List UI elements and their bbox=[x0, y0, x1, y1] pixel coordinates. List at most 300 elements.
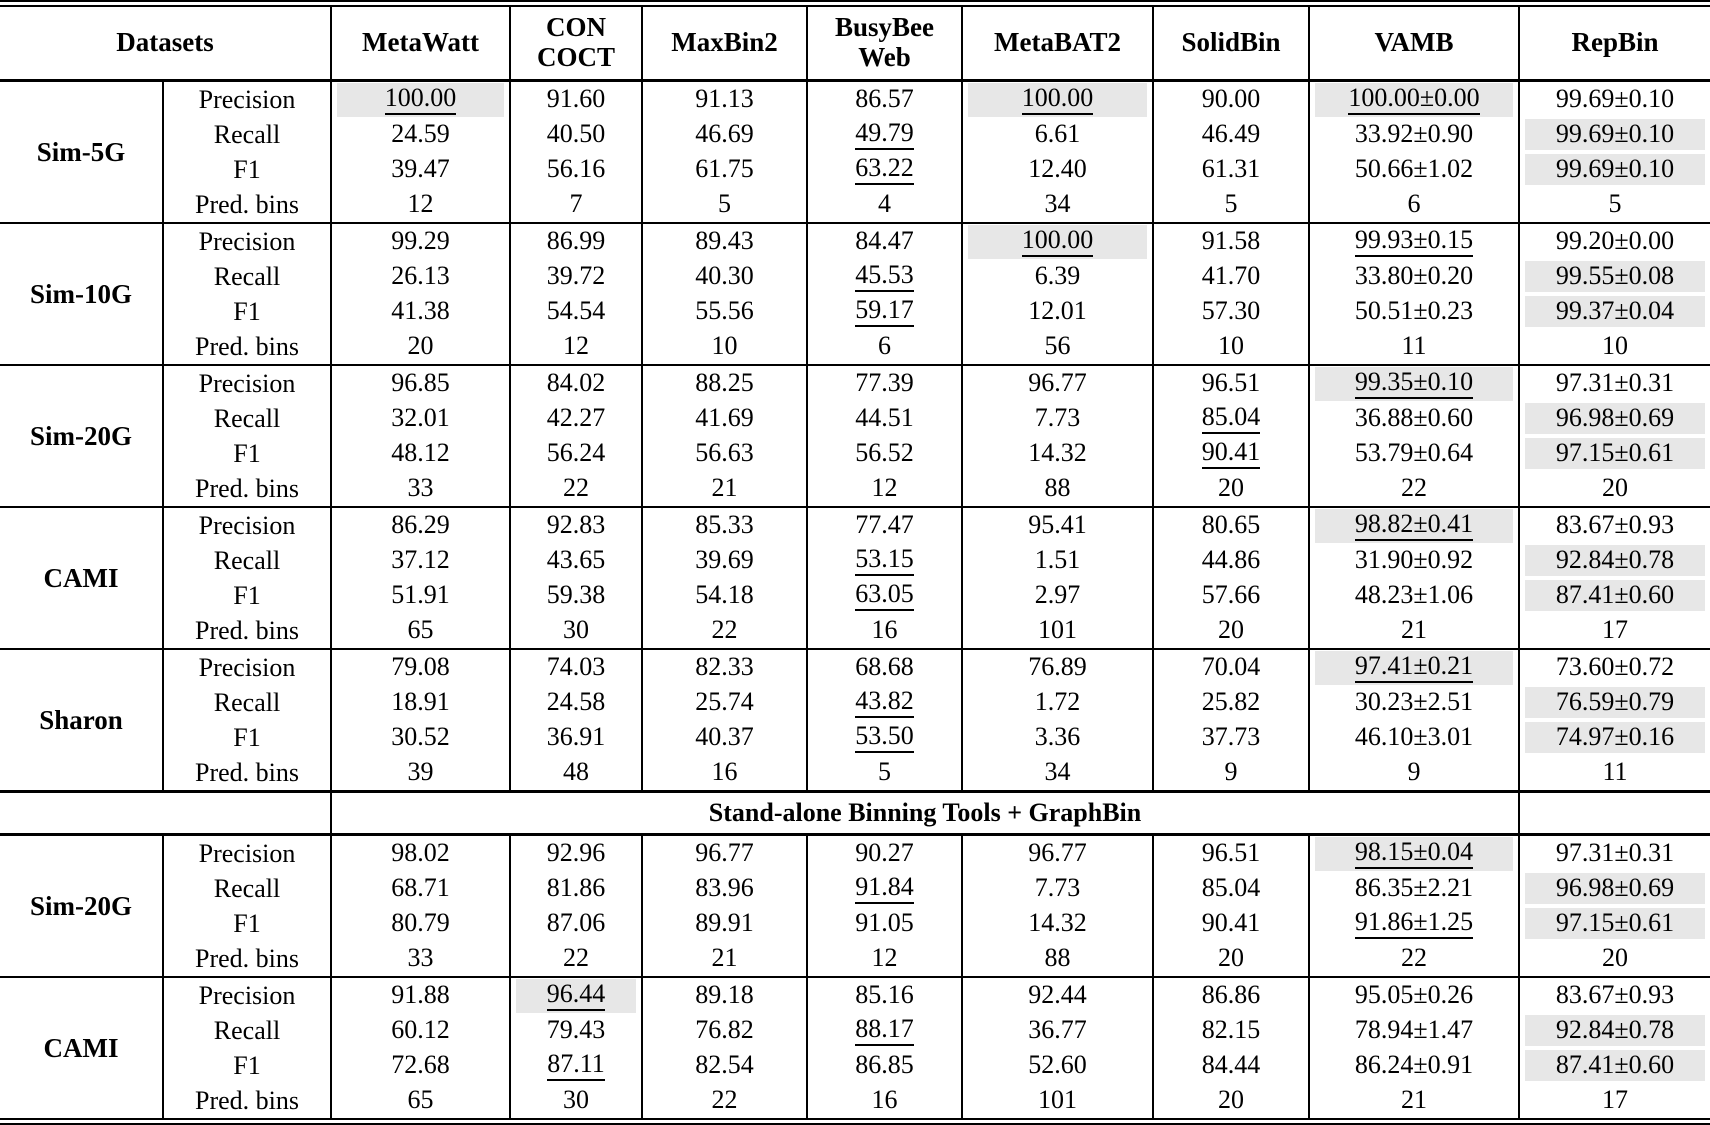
value-box bbox=[1525, 510, 1705, 540]
value-cell bbox=[642, 871, 807, 906]
value-box bbox=[1525, 331, 1705, 361]
value-text: 34 bbox=[1044, 757, 1071, 787]
value-cell bbox=[510, 471, 642, 507]
metric-label: Precision bbox=[163, 977, 331, 1013]
value-cell bbox=[1309, 507, 1519, 543]
value-cell bbox=[1309, 152, 1519, 187]
value-cell bbox=[807, 294, 962, 329]
table-row-sharon-predbins bbox=[0, 755, 1710, 792]
value-cell bbox=[642, 1083, 807, 1118]
value-cell bbox=[1519, 223, 1710, 259]
metric-label: F1 bbox=[163, 152, 331, 187]
value-box bbox=[813, 189, 956, 219]
value-cell bbox=[1519, 906, 1710, 941]
value-box bbox=[516, 873, 636, 903]
section-title: Stand-alone Binning Tools + GraphBin bbox=[331, 792, 1519, 835]
value-cell bbox=[1153, 81, 1309, 118]
value-text: 98.02 bbox=[391, 838, 450, 868]
metric-label: Precision bbox=[163, 835, 331, 872]
value-cell bbox=[510, 578, 642, 613]
value-cell bbox=[807, 259, 962, 294]
value-cell bbox=[1309, 649, 1519, 685]
value-cell bbox=[331, 871, 510, 906]
value-box bbox=[648, 154, 801, 184]
value-cell bbox=[1519, 649, 1710, 685]
value-box bbox=[337, 908, 504, 938]
value-box bbox=[968, 331, 1147, 361]
value-cell bbox=[1519, 329, 1710, 365]
value-text: 5 bbox=[1608, 189, 1622, 219]
value-text: 82.15 bbox=[1201, 1015, 1261, 1045]
value-box bbox=[968, 873, 1147, 903]
value-text: 56.16 bbox=[546, 154, 606, 184]
value-cell bbox=[1519, 365, 1710, 401]
value-box bbox=[813, 838, 956, 868]
value-cell bbox=[331, 1083, 510, 1118]
value-cell bbox=[1309, 685, 1519, 720]
value-cell bbox=[331, 941, 510, 977]
value-box bbox=[968, 1015, 1147, 1045]
value-text: 41.69 bbox=[695, 403, 754, 433]
metric-label: Precision bbox=[163, 649, 331, 685]
value-cell bbox=[1309, 117, 1519, 152]
value-box bbox=[337, 687, 504, 717]
value-text: 100.00 bbox=[385, 85, 457, 115]
value-box bbox=[968, 119, 1147, 149]
value-box bbox=[968, 545, 1147, 575]
value-text: 1.51 bbox=[1034, 545, 1081, 575]
value-text: 91.13 bbox=[695, 84, 754, 114]
value-text: 33 bbox=[407, 473, 434, 503]
value-box bbox=[337, 119, 504, 149]
value-text: 61.75 bbox=[695, 154, 754, 184]
column-header-metabat2: MetaBAT2 bbox=[962, 7, 1153, 81]
value-text: 98.82±0.41 bbox=[1355, 511, 1473, 541]
value-box bbox=[813, 260, 956, 294]
value-text: 100.00±0.00 bbox=[1348, 85, 1479, 115]
value-cell bbox=[1153, 649, 1309, 685]
value-text: 90.41 bbox=[1202, 439, 1261, 469]
value-text: 12 bbox=[871, 473, 898, 503]
best-value-box bbox=[1315, 651, 1513, 685]
value-text: 16 bbox=[711, 757, 738, 787]
metric-label: F1 bbox=[163, 906, 331, 941]
value-text: 53.79±0.64 bbox=[1354, 438, 1474, 468]
value-box bbox=[648, 908, 801, 938]
metric-label: Recall bbox=[163, 871, 331, 906]
value-text: 30.52 bbox=[391, 722, 450, 752]
value-box bbox=[1159, 838, 1303, 868]
value-cell bbox=[1153, 613, 1309, 649]
value-cell bbox=[1153, 117, 1309, 152]
table-row-sharon-recall bbox=[0, 685, 1710, 720]
value-box bbox=[516, 687, 636, 717]
value-text: 41.70 bbox=[1201, 261, 1261, 291]
value-box bbox=[1159, 652, 1303, 682]
value-box bbox=[337, 226, 504, 256]
value-cell bbox=[962, 152, 1153, 187]
metric-label: Precision bbox=[163, 81, 331, 118]
value-box bbox=[337, 1015, 504, 1045]
value-box bbox=[968, 1085, 1147, 1115]
value-cell bbox=[1309, 543, 1519, 578]
value-cell bbox=[1153, 1083, 1309, 1118]
best-value-box bbox=[516, 979, 636, 1013]
value-cell bbox=[807, 977, 962, 1013]
value-text: 36.91 bbox=[546, 722, 606, 752]
value-text: 92.83 bbox=[546, 510, 606, 540]
value-box bbox=[648, 368, 801, 398]
metric-label: Pred. bins bbox=[163, 187, 331, 223]
section-empty-left bbox=[0, 792, 331, 835]
best-value-box bbox=[1525, 261, 1705, 291]
table-row-sim-20g-f1 bbox=[0, 906, 1710, 941]
metric-label: Pred. bins bbox=[163, 941, 331, 977]
value-cell bbox=[807, 436, 962, 471]
value-text: 21 bbox=[1401, 1085, 1428, 1115]
value-cell bbox=[1519, 152, 1710, 187]
value-cell bbox=[1309, 835, 1519, 872]
value-text: 39.69 bbox=[695, 545, 754, 575]
value-cell bbox=[642, 259, 807, 294]
value-cell bbox=[1309, 1048, 1519, 1083]
metric-label: F1 bbox=[163, 1048, 331, 1083]
value-text: 2.97 bbox=[1034, 580, 1081, 610]
value-box bbox=[337, 545, 504, 575]
value-text: 5 bbox=[1224, 189, 1238, 219]
value-cell bbox=[1309, 941, 1519, 977]
value-cell bbox=[642, 906, 807, 941]
best-value-box bbox=[1315, 83, 1513, 117]
value-text: 12 bbox=[407, 189, 434, 219]
value-text: 42.27 bbox=[546, 403, 606, 433]
value-cell bbox=[962, 1048, 1153, 1083]
value-cell bbox=[807, 1083, 962, 1118]
value-text: 96.77 bbox=[1028, 838, 1087, 868]
value-box bbox=[337, 580, 504, 610]
value-cell bbox=[1519, 755, 1710, 792]
value-text: 7 bbox=[569, 189, 583, 219]
table-row-sim-20g-predbins bbox=[0, 471, 1710, 507]
value-cell bbox=[1153, 977, 1309, 1013]
value-box bbox=[516, 1015, 636, 1045]
value-cell bbox=[331, 152, 510, 187]
value-box bbox=[813, 579, 956, 613]
value-box bbox=[337, 1050, 504, 1080]
value-text: 37.12 bbox=[391, 545, 450, 575]
value-box bbox=[648, 438, 801, 468]
best-value-box bbox=[1525, 687, 1705, 717]
value-text: 86.29 bbox=[391, 510, 450, 540]
value-text: 65 bbox=[407, 615, 434, 645]
metric-label: Recall bbox=[163, 685, 331, 720]
value-text: 46.10±3.01 bbox=[1354, 722, 1474, 752]
value-box bbox=[968, 580, 1147, 610]
value-cell bbox=[1519, 871, 1710, 906]
column-header-busybee-web: BusyBee Web bbox=[807, 7, 962, 81]
value-text: 77.47 bbox=[855, 510, 914, 540]
value-text: 21 bbox=[711, 473, 738, 503]
table-row-sim-20g-predbins bbox=[0, 941, 1710, 977]
value-cell bbox=[642, 329, 807, 365]
value-text: 22 bbox=[563, 473, 590, 503]
value-box bbox=[337, 510, 504, 540]
value-cell bbox=[510, 685, 642, 720]
metric-label: Precision bbox=[163, 365, 331, 401]
value-box bbox=[1525, 943, 1705, 973]
value-text: 91.58 bbox=[1201, 226, 1261, 256]
value-box bbox=[1315, 261, 1513, 291]
value-cell bbox=[962, 649, 1153, 685]
value-text: 68.71 bbox=[391, 873, 450, 903]
value-text: 43.82 bbox=[855, 688, 914, 718]
value-text: 85.04 bbox=[1201, 873, 1261, 903]
value-cell bbox=[642, 152, 807, 187]
value-cell bbox=[510, 613, 642, 649]
value-text: 45.53 bbox=[855, 262, 914, 292]
metric-label: Pred. bins bbox=[163, 613, 331, 649]
value-text: 16 bbox=[871, 1085, 898, 1115]
value-box bbox=[337, 261, 504, 291]
value-box bbox=[648, 226, 801, 256]
value-text: 79.08 bbox=[391, 652, 450, 682]
value-box bbox=[1315, 1015, 1513, 1045]
value-text: 39.47 bbox=[391, 154, 450, 184]
value-cell bbox=[1309, 436, 1519, 471]
value-box bbox=[813, 510, 956, 540]
value-text: 99.93±0.15 bbox=[1355, 227, 1473, 257]
value-box bbox=[516, 615, 636, 645]
value-box bbox=[516, 943, 636, 973]
value-cell bbox=[1153, 223, 1309, 259]
value-box bbox=[1315, 225, 1513, 259]
value-cell bbox=[642, 720, 807, 755]
value-text: 49.79 bbox=[855, 120, 914, 150]
value-text: 44.51 bbox=[855, 403, 914, 433]
value-cell bbox=[807, 685, 962, 720]
value-box bbox=[1525, 757, 1705, 787]
value-box bbox=[1159, 615, 1303, 645]
value-box bbox=[1159, 1050, 1303, 1080]
value-text: 20 bbox=[1218, 615, 1245, 645]
value-box bbox=[968, 403, 1147, 433]
value-text: 17 bbox=[1602, 1085, 1629, 1115]
value-text: 1.72 bbox=[1034, 687, 1081, 717]
value-cell bbox=[1519, 507, 1710, 543]
value-text: 96.98±0.69 bbox=[1555, 403, 1675, 433]
value-text: 22 bbox=[1401, 943, 1428, 973]
value-box bbox=[813, 908, 956, 938]
value-box bbox=[516, 84, 636, 114]
table-row-cami-f1 bbox=[0, 1048, 1710, 1083]
value-box bbox=[1159, 1015, 1303, 1045]
column-header-metawatt: MetaWatt bbox=[331, 7, 510, 81]
value-box bbox=[1159, 722, 1303, 752]
value-cell bbox=[510, 117, 642, 152]
dataset-label-sim-20g: Sim-20G bbox=[0, 365, 163, 507]
value-text: 44.86 bbox=[1201, 545, 1261, 575]
value-text: 7.73 bbox=[1034, 873, 1081, 903]
value-box bbox=[1315, 189, 1513, 219]
value-cell bbox=[1519, 187, 1710, 223]
value-box bbox=[1159, 908, 1303, 938]
value-cell bbox=[962, 329, 1153, 365]
value-text: 86.35±2.21 bbox=[1354, 873, 1474, 903]
value-cell bbox=[962, 835, 1153, 872]
value-box bbox=[813, 295, 956, 329]
value-text: 30.23±2.51 bbox=[1354, 687, 1474, 717]
value-box bbox=[337, 189, 504, 219]
value-box bbox=[1159, 402, 1303, 436]
value-text: 99.37±0.04 bbox=[1555, 296, 1675, 326]
value-text: 76.59±0.79 bbox=[1555, 687, 1675, 717]
value-box bbox=[813, 473, 956, 503]
value-box bbox=[1315, 873, 1513, 903]
value-cell bbox=[1153, 436, 1309, 471]
value-box bbox=[1525, 84, 1705, 114]
value-text: 53.50 bbox=[855, 723, 914, 753]
value-text: 87.11 bbox=[547, 1051, 605, 1081]
value-text: 32.01 bbox=[391, 403, 450, 433]
value-text: 99.69±0.10 bbox=[1555, 154, 1675, 184]
value-cell bbox=[331, 117, 510, 152]
value-text: 70.04 bbox=[1201, 652, 1261, 682]
value-text: 55.56 bbox=[695, 296, 754, 326]
value-text: 84.44 bbox=[1201, 1050, 1261, 1080]
value-text: 12.01 bbox=[1028, 296, 1087, 326]
value-cell bbox=[510, 81, 642, 118]
value-text: 77.39 bbox=[855, 368, 914, 398]
value-box bbox=[1159, 84, 1303, 114]
value-box bbox=[648, 403, 801, 433]
value-cell bbox=[1519, 1013, 1710, 1048]
value-cell bbox=[962, 401, 1153, 436]
value-text: 5 bbox=[878, 757, 892, 787]
value-box bbox=[516, 368, 636, 398]
value-box bbox=[516, 1049, 636, 1083]
value-box bbox=[516, 331, 636, 361]
value-text: 99.69±0.10 bbox=[1555, 119, 1675, 149]
value-box bbox=[1159, 473, 1303, 503]
value-cell bbox=[331, 755, 510, 792]
value-text: 88.25 bbox=[695, 368, 754, 398]
metric-label: Recall bbox=[163, 401, 331, 436]
value-text: 9 bbox=[1224, 757, 1238, 787]
value-box bbox=[1315, 1050, 1513, 1080]
value-cell bbox=[962, 613, 1153, 649]
value-cell bbox=[962, 755, 1153, 792]
value-cell bbox=[642, 977, 807, 1013]
value-cell bbox=[331, 1048, 510, 1083]
value-text: 22 bbox=[1401, 473, 1428, 503]
value-box bbox=[337, 1085, 504, 1115]
value-cell bbox=[642, 294, 807, 329]
metric-label: Precision bbox=[163, 507, 331, 543]
value-text: 26.13 bbox=[391, 261, 450, 291]
value-cell bbox=[331, 685, 510, 720]
value-box bbox=[516, 757, 636, 787]
value-box bbox=[1315, 154, 1513, 184]
value-cell bbox=[331, 977, 510, 1013]
value-text: 99.55±0.08 bbox=[1555, 261, 1675, 291]
value-text: 21 bbox=[711, 943, 738, 973]
value-cell bbox=[1153, 471, 1309, 507]
value-text: 6 bbox=[1407, 189, 1421, 219]
value-text: 56 bbox=[1044, 331, 1071, 361]
value-cell bbox=[807, 543, 962, 578]
value-cell bbox=[962, 906, 1153, 941]
value-cell bbox=[807, 906, 962, 941]
value-text: 48 bbox=[563, 757, 590, 787]
datasets-header: Datasets bbox=[0, 7, 331, 81]
value-box bbox=[648, 331, 801, 361]
value-text: 85.04 bbox=[1202, 404, 1261, 434]
best-value-box bbox=[1315, 367, 1513, 401]
value-cell bbox=[1309, 906, 1519, 941]
value-text: 96.77 bbox=[1028, 368, 1087, 398]
value-cell bbox=[962, 1083, 1153, 1118]
value-text: 80.65 bbox=[1201, 510, 1261, 540]
value-text: 82.33 bbox=[695, 652, 754, 682]
value-text: 100.00 bbox=[1022, 85, 1094, 115]
value-cell bbox=[807, 871, 962, 906]
value-box bbox=[516, 652, 636, 682]
value-box bbox=[1159, 261, 1303, 291]
value-text: 96.85 bbox=[391, 368, 450, 398]
value-text: 63.22 bbox=[855, 155, 914, 185]
metric-label: F1 bbox=[163, 294, 331, 329]
value-cell bbox=[331, 720, 510, 755]
table-row-sim-5g-f1 bbox=[0, 152, 1710, 187]
value-box bbox=[1315, 943, 1513, 973]
value-box bbox=[1525, 1085, 1705, 1115]
value-text: 24.58 bbox=[546, 687, 606, 717]
value-box bbox=[1315, 615, 1513, 645]
value-text: 30 bbox=[563, 615, 590, 645]
table-row-cami-f1 bbox=[0, 578, 1710, 613]
table-row-cami-recall bbox=[0, 543, 1710, 578]
value-cell bbox=[642, 471, 807, 507]
value-cell bbox=[1153, 259, 1309, 294]
value-box bbox=[968, 368, 1147, 398]
value-text: 87.41±0.60 bbox=[1555, 580, 1675, 610]
value-cell bbox=[1153, 685, 1309, 720]
value-box bbox=[968, 615, 1147, 645]
value-cell bbox=[807, 223, 962, 259]
value-cell bbox=[1309, 471, 1519, 507]
table-row-sharon-f1 bbox=[0, 720, 1710, 755]
value-box bbox=[968, 943, 1147, 973]
value-cell bbox=[331, 187, 510, 223]
value-cell bbox=[510, 365, 642, 401]
value-box bbox=[1159, 1085, 1303, 1115]
value-text: 83.96 bbox=[695, 873, 754, 903]
value-cell bbox=[510, 1048, 642, 1083]
value-text: 97.15±0.61 bbox=[1555, 438, 1675, 468]
value-box bbox=[648, 119, 801, 149]
value-cell bbox=[1309, 578, 1519, 613]
value-cell bbox=[1309, 871, 1519, 906]
value-text: 84.47 bbox=[855, 226, 914, 256]
metric-label: Recall bbox=[163, 117, 331, 152]
value-cell bbox=[1309, 81, 1519, 118]
value-cell bbox=[962, 117, 1153, 152]
value-cell bbox=[1519, 1083, 1710, 1118]
value-text: 17 bbox=[1602, 615, 1629, 645]
value-cell bbox=[1309, 1083, 1519, 1118]
value-cell bbox=[510, 1083, 642, 1118]
dataset-label-cami: CAMI bbox=[0, 977, 163, 1118]
